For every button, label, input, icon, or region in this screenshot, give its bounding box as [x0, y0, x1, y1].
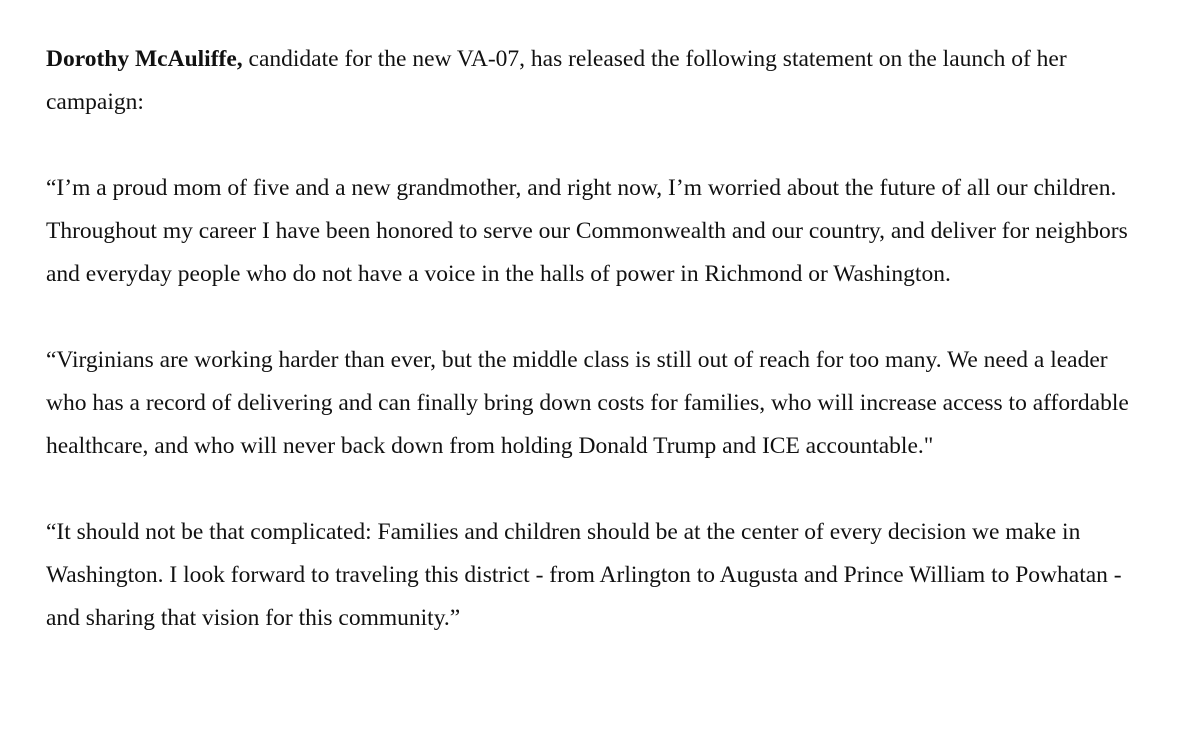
candidate-name: Dorothy McAuliffe, [46, 46, 243, 72]
quote-paragraph-3: “It should not be that complicated: Families and children should be at the center of every decision we make in Washington. I look forward to traveling this district - from Arlington to Augusta and Prince William to Powhatan - and sharing that vision for this community.” [46, 519, 1122, 631]
quote-paragraph-2: “Virginians are working harder than ever, but the middle class is still out of reach for too many. We need a leader who has a record of delivering and can finally bring down costs for families, who will increase access to affordable healthcare, and who will never back down from holding Donald Trump and ICE accountable." [46, 347, 1129, 459]
intro-text: candidate for the new VA-07, has released the following statement on the launch of her campaign: [46, 46, 1067, 115]
quote-paragraph-1: “I’m a proud mom of five and a new grandmother, and right now, I’m worried about the future of all our children. Throughout my career I have been honored to serve our Commonwealth and our country, and deliver for neighbors and everyday people who do not have a voice in the halls of power in Richmond or Washington. [46, 175, 1128, 287]
intro-paragraph [46, 38, 1148, 124]
